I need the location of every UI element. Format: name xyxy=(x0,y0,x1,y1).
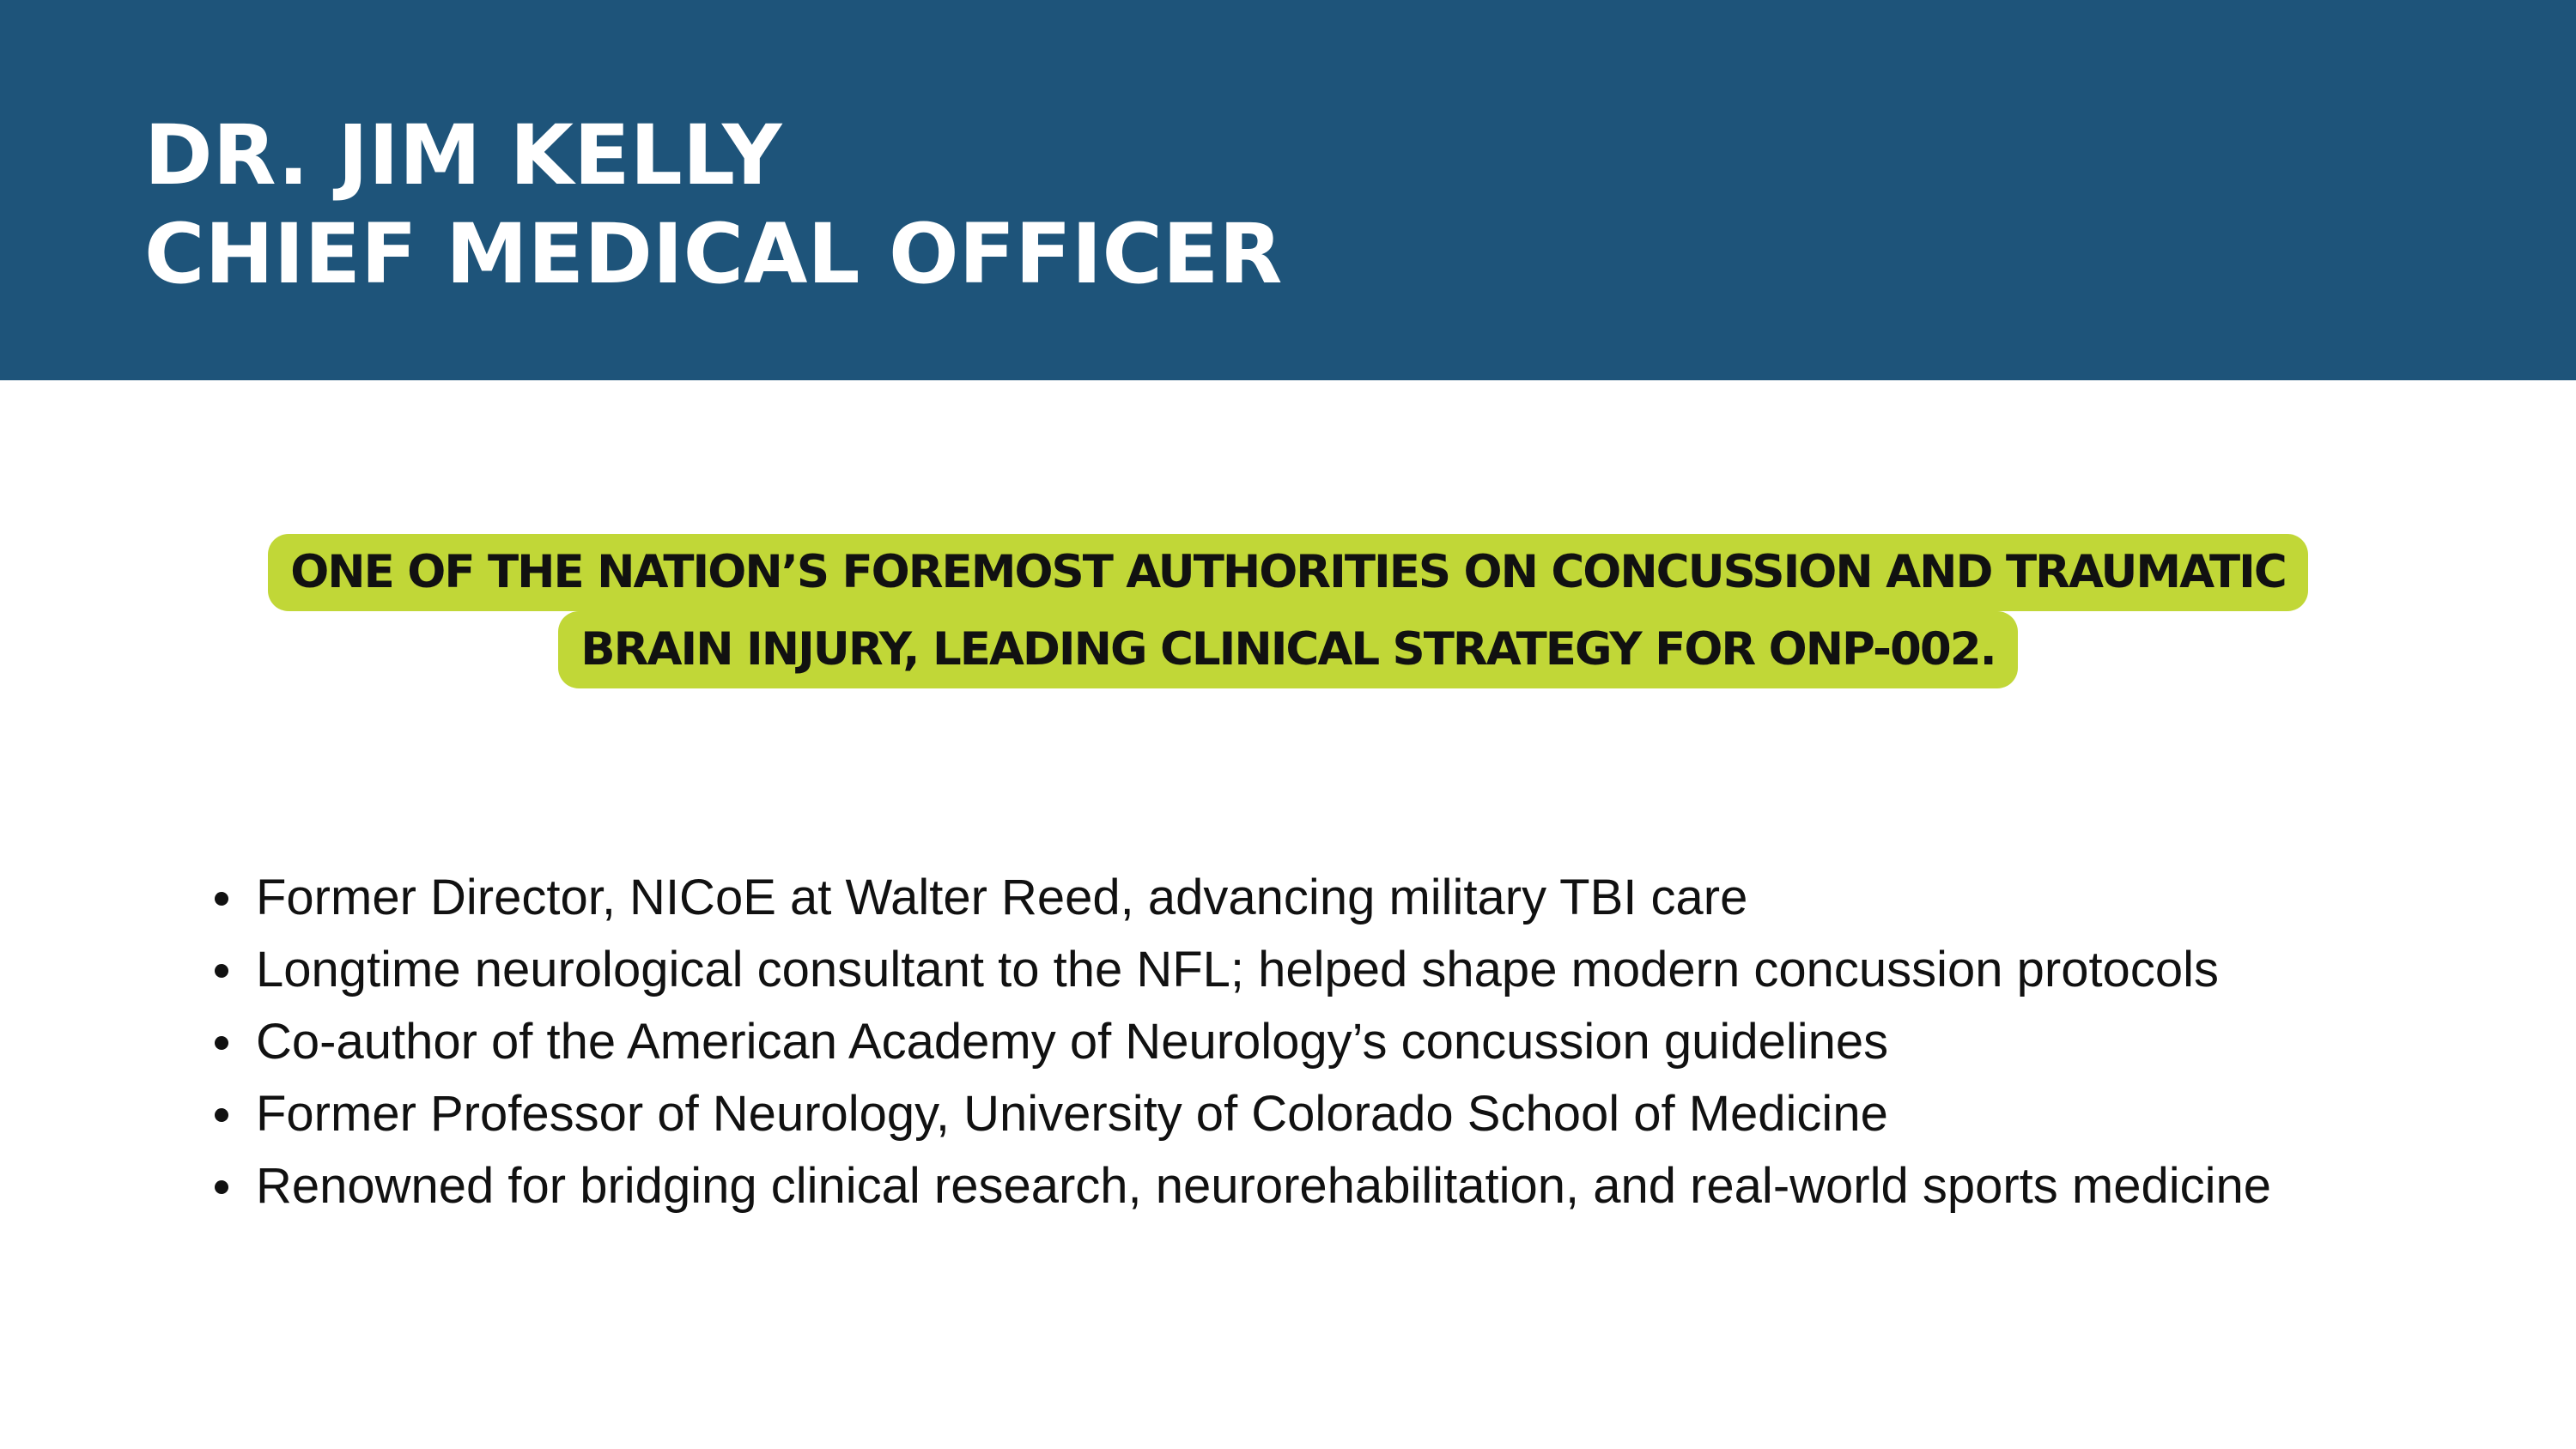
title-role: CHIEF MEDICAL OFFICER xyxy=(144,206,1283,302)
highlight-line-1: ONE OF THE NATION’S FOREMOST AUTHORITIES ON CONCUSSION AND TRAUMATIC xyxy=(268,534,2308,611)
bullet-icon xyxy=(215,1036,228,1050)
list-item-text: Longtime neurological consultant to the NFL; helped shape modern concussion protocols xyxy=(256,942,2219,997)
list-item xyxy=(204,1150,2351,1222)
list-item xyxy=(204,1006,2351,1078)
bullet-icon xyxy=(215,1180,228,1194)
highlight-callout xyxy=(0,534,2576,688)
bullet-icon xyxy=(215,1108,228,1122)
list-item xyxy=(204,934,2351,1006)
list-item xyxy=(204,1078,2351,1150)
list-item-text: Renowned for bridging clinical research, neurorehabilitation, and real-world sports medicine xyxy=(256,1158,2272,1214)
highlight-line-2: BRAIN INJURY, LEADING CLINICAL STRATEGY FOR ONP-002. xyxy=(558,611,2017,688)
title-name: DR. JIM KELLY xyxy=(144,107,782,203)
bullet-icon xyxy=(215,892,228,906)
list-item xyxy=(204,862,2351,934)
page-title xyxy=(144,106,1282,304)
list-item-text: Co-author of the American Academy of Neurology’s concussion guidelines xyxy=(256,1014,1889,1070)
list-item-text: Former Director, NICoE at Walter Reed, advancing military TBI care xyxy=(256,870,1748,925)
bullet-icon xyxy=(215,964,228,978)
bio-bullet-list xyxy=(204,862,2351,1222)
header-band xyxy=(0,0,2576,380)
list-item-text: Former Professor of Neurology, University of Colorado School of Medicine xyxy=(256,1086,1888,1142)
